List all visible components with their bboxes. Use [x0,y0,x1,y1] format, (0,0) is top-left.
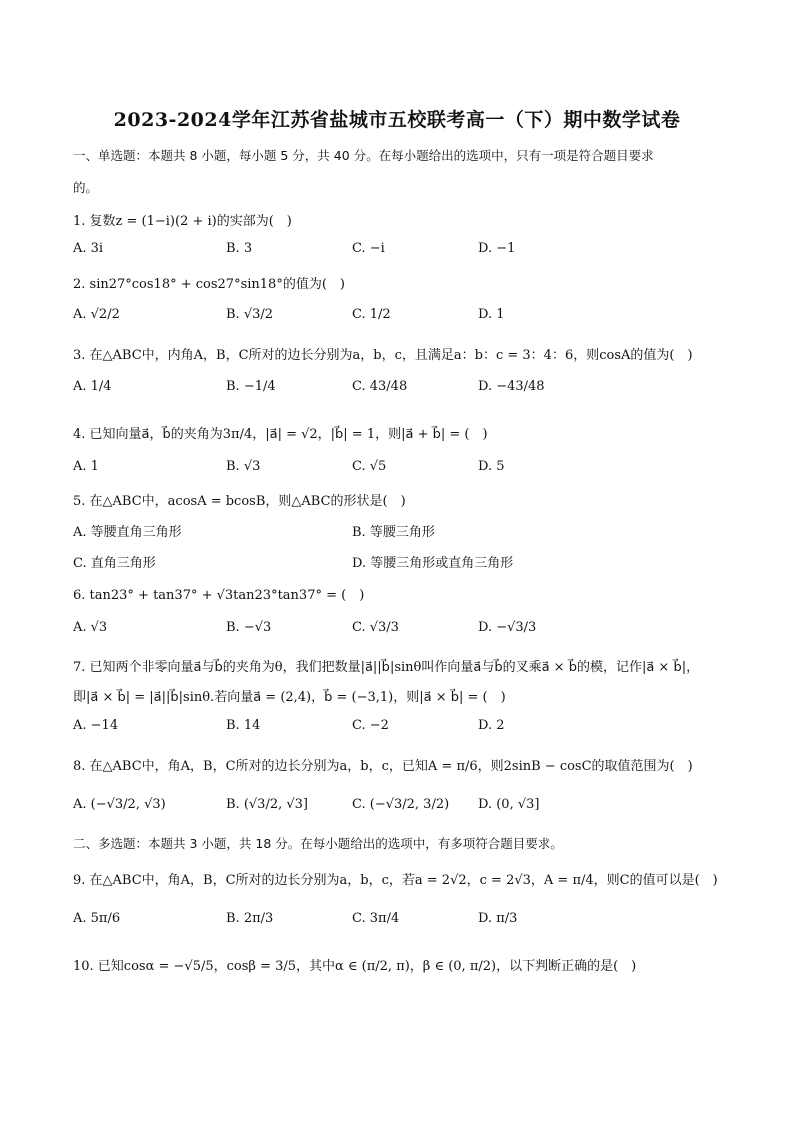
question-3-option-a: A. 1/4 [73,379,112,394]
question-10-stem: 10. 已知cosα = −√5/5，cosβ = 3/5，其中α ∈ (π/2, π)，β ∈ (0, π/2)，以下判断正确的是( ) [73,959,637,974]
question-7-stem-cont: 即|a⃗ × b⃗| = |a⃗||b⃗|sinθ.若向量a⃗ = (2,4)，b⃗ = (−3,1)，则|a⃗ × b⃗| = ( ) [73,690,506,705]
question-9-option-b: B. 2π/3 [226,911,274,926]
question-6-option-a: A. √3 [73,620,108,635]
question-4-option-a: A. 1 [73,459,99,474]
section-1-heading: 一、单选题：本题共 8 小题，每小题 5 分，共 40 分。在每小题给出的选项中，只有一项是符合题目要求 [73,148,654,163]
question-5-option-c: C. 直角三角形 [73,556,156,571]
question-1-option-a: A. 3i [73,241,104,256]
question-8-stem: 8. 在△ABC中，角A，B，C所对的边长分别为a，b，c，已知A = π/6，则2sinB − cosC的取值范围为( ) [73,759,693,774]
question-1-option-c: C. −i [352,241,385,256]
question-7-option-d: D. 2 [478,718,505,733]
question-8-option-a: A. (−√3/2, √3) [73,797,166,812]
exam-title: 2023-2024学年江苏省盐城市五校联考高一（下）期中数学试卷 [113,109,681,131]
question-6-option-b: B. −√3 [226,620,272,635]
question-3-stem: 3. 在△ABC中，内角A，B，C所对的边长分别为a，b，c，且满足a：b：c = 3：4：6，则cosA的值为( ) [73,348,693,363]
question-7-option-b: B. 14 [226,718,261,733]
question-9-stem: 9. 在△ABC中，角A，B，C所对的边长分别为a，b，c，若a = 2√2，c = 2√3，A = π/4，则C的值可以是( ) [73,873,718,888]
question-1-option-b: B. 3 [226,241,253,256]
question-5-option-b: B. 等腰三角形 [352,525,435,540]
section-2-heading: 二、多选题：本题共 3 小题，共 18 分。在每小题给出的选项中，有多项符合题目要求。 [73,836,563,851]
question-2-option-b: B. √3/2 [226,307,274,322]
question-7-option-c: C. −2 [352,718,389,733]
question-3-option-d: D. −43/48 [478,379,545,394]
question-6-option-c: C. √3/3 [352,620,399,635]
question-1-option-d: D. −1 [478,241,516,256]
question-3-option-b: B. −1/4 [226,379,276,394]
question-4-option-b: B. √3 [226,459,261,474]
section-1-heading-cont: 的。 [73,180,99,195]
question-2-option-a: A. √2/2 [73,307,120,322]
question-5-stem: 5. 在△ABC中，acosA = bcosB，则△ABC的形状是( ) [73,494,406,509]
question-2-stem: 2. sin27°cos18° + cos27°sin18°的值为( ) [73,277,345,292]
question-6-stem: 6. tan23° + tan37° + √3tan23°tan37° = ( ) [73,588,365,603]
question-9-option-d: D. π/3 [478,911,518,926]
question-4-option-c: C. √5 [352,459,387,474]
question-6-option-d: D. −√3/3 [478,620,537,635]
question-9-option-a: A. 5π/6 [73,911,121,926]
question-2-option-d: D. 1 [478,307,505,322]
question-7-stem: 7. 已知两个非零向量a⃗与b⃗的夹角为θ，我们把数量|a⃗||b⃗|sinθ叫作向量a⃗与b⃗的叉乘a⃗ × b⃗的模，记作|a⃗ × b⃗|， [73,660,700,675]
question-7-option-a: A. −14 [73,718,119,733]
question-4-option-d: D. 5 [478,459,505,474]
question-4-stem: 4. 已知向量a⃗，b⃗的夹角为3π/4，|a⃗| = √2，|b⃗| = 1，则|a⃗ + b⃗| = ( ) [73,427,488,442]
question-2-option-c: C. 1/2 [352,307,391,322]
question-8-option-c: C. (−√3/2, 3/2) [352,797,450,812]
question-5-option-d: D. 等腰三角形或直角三角形 [352,556,514,571]
question-9-option-c: C. 3π/4 [352,911,400,926]
question-5-option-a: A. 等腰直角三角形 [73,525,182,540]
question-8-option-b: B. (√3/2, √3] [226,797,308,812]
question-3-option-c: C. 43/48 [352,379,408,394]
question-8-option-d: D. (0, √3] [478,797,540,812]
question-1-stem: 1. 复数z = (1−i)(2 + i)的实部为( ) [73,214,292,229]
